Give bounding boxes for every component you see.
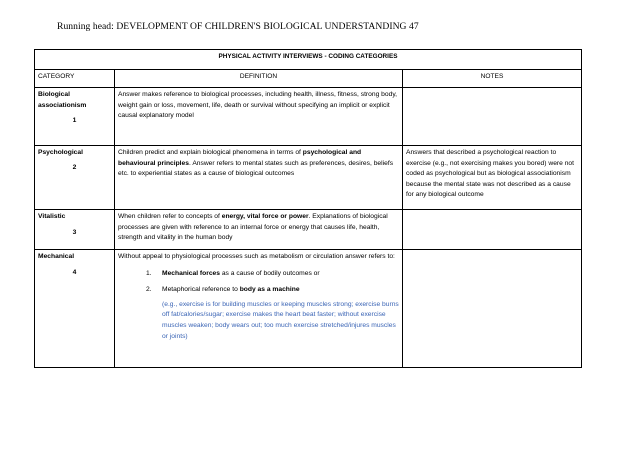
definition-cell [115, 210, 403, 250]
category-number: 4 [72, 268, 77, 276]
definition-cell: Answer makes reference to biological processes, including health, illness, fitness, strong body, weight gain or loss, movement, life, death or survival without specifying an implicit or explicit causal explanatory model [115, 88, 403, 146]
coding-categories-table [34, 49, 582, 368]
category-number: 1 [72, 117, 77, 125]
category-name: Vitalistic [38, 213, 66, 220]
category-number: 2 [72, 163, 77, 171]
list-text [162, 269, 320, 280]
notes-cell [403, 250, 582, 368]
definition-text-cont: . Answer refers to mental states such as preferences, desires, beliefs etc. to experiential states as a cause of biological outcomes [118, 159, 394, 178]
category-number: 3 [72, 228, 77, 236]
examples-text: (e.g., exercise is for building muscles or keeping muscles strong; exercise burns off fat/calories/sugar; exercise makes the heart beat faster; without exercise muscles weaken; body wears out; too much exercise stretched/injures muscles or joints) [162, 300, 399, 340]
list-text [162, 285, 300, 296]
running-head: Running head: DEVELOPMENT OF CHILDREN'S BIOLOGICAL UNDERSTANDING 47 [57, 21, 419, 32]
table-row-psychological [35, 146, 582, 210]
category-name: Biological associationism [38, 91, 87, 109]
list-number: 1. [146, 269, 152, 277]
notes-cell [403, 88, 582, 146]
definition-intro: Without appeal to physiological processes such as metabolism or circulation answer refers to: [118, 253, 395, 260]
category-cell [35, 210, 115, 250]
header-notes: NOTES [403, 70, 582, 88]
list-item [118, 269, 399, 280]
list-text-pre: Metaphorical reference to [162, 286, 240, 294]
table-header-row [35, 70, 582, 88]
header-definition: DEFINITION [115, 70, 403, 88]
category-cell [35, 146, 115, 210]
list-emphasis: body as a machine [239, 286, 300, 294]
category-cell [35, 88, 115, 146]
definition-cell [115, 250, 403, 368]
definition-text: When children refer to concepts of [118, 213, 222, 220]
header-category: CATEGORY [35, 70, 115, 88]
definition-text-cont: . Explanations of biological processes are given with reference to an internal force or energy that causes life, health, strength and vitality in the human body [118, 213, 388, 242]
notes-cell [403, 210, 582, 250]
list-text-rest: as a cause of bodily outcomes or [219, 269, 320, 277]
definition-emphasis: psychological and behavioural principles [118, 149, 362, 167]
table-row-biological [35, 88, 582, 146]
table-row-mechanical [35, 250, 582, 368]
table-row-vitalistic [35, 210, 582, 250]
definition-emphasis: energy, vital force or power [221, 213, 309, 220]
table-title-row [35, 50, 582, 70]
category-name: Psychological [38, 149, 83, 156]
notes-cell: Answers that described a psychological reaction to exercise (e.g., not exercising makes you bored) were not coded as psychological but as biological associationism because the mental state was not described as a cause for any biological outcome [403, 146, 582, 210]
list-number: 2. [146, 286, 152, 294]
category-name: Mechanical [38, 253, 75, 260]
table-title: PHYSICAL ACTIVITY INTERVIEWS - CODING CATEGORIES [35, 50, 582, 70]
category-cell [35, 250, 115, 368]
list-item [118, 285, 399, 296]
definition-cell [115, 146, 403, 210]
list-emphasis: Mechanical forces [162, 269, 220, 277]
definition-text: Children predict and explain biological phenomena in terms of [118, 149, 303, 156]
